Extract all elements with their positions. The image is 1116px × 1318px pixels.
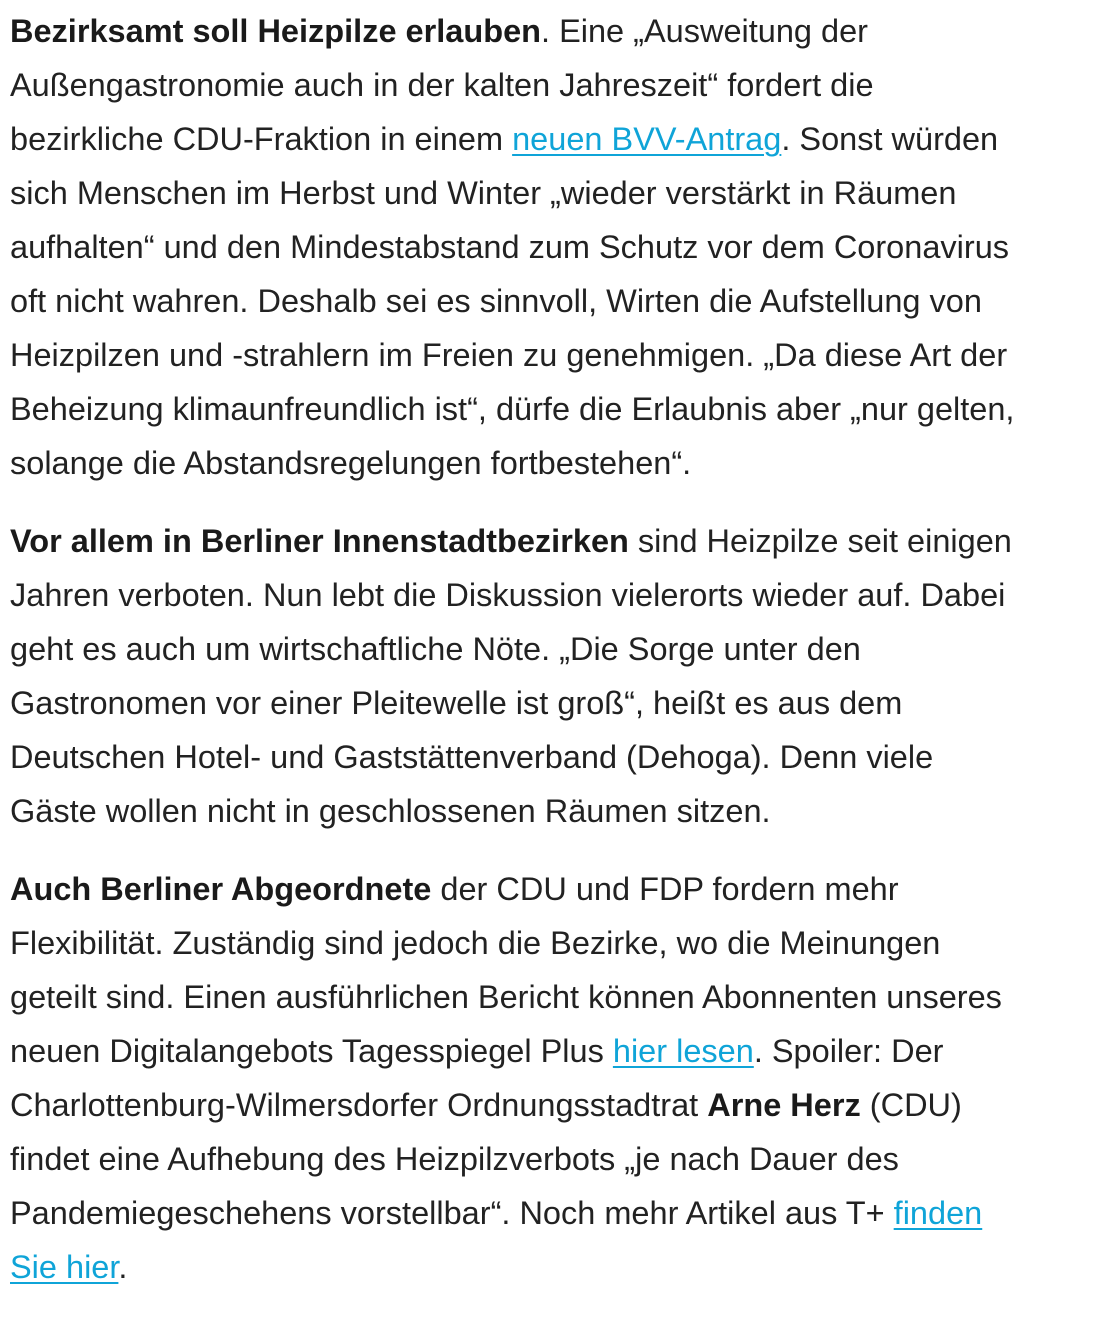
body-text: bezirkliche CDU-Fraktion in einem bbox=[10, 121, 513, 157]
body-text: sind Heizpilze seit einigen bbox=[628, 523, 1012, 559]
bold-lead-text: Vor allem in Berliner Innenstadtbezirken bbox=[10, 523, 629, 559]
body-text: der CDU und FDP fordern mehr bbox=[431, 871, 899, 907]
text-line bbox=[10, 676, 1116, 730]
body-text: . Eine „Ausweitung der bbox=[541, 13, 868, 49]
body-text: findet eine Aufhebung des Heizpilzverbots „je nach Dauer des bbox=[10, 1141, 899, 1177]
body-text: . Sonst würden bbox=[781, 121, 999, 157]
text-line bbox=[10, 730, 1116, 784]
text-line bbox=[10, 112, 1116, 166]
body-text: Charlottenburg-Wilmersdorfer Ordnungsstadtrat bbox=[10, 1087, 708, 1123]
text-line bbox=[10, 220, 1116, 274]
body-text: Jahren verboten. Nun lebt die Diskussion vielerorts wieder auf. Dabei bbox=[10, 577, 1006, 613]
text-line bbox=[10, 436, 1116, 490]
body-text: Deutschen Hotel- und Gaststättenverband (Dehoga). Denn viele bbox=[10, 739, 934, 775]
body-text: . bbox=[118, 1249, 128, 1285]
text-line bbox=[10, 328, 1116, 382]
body-text: Flexibilität. Zuständig sind jedoch die Bezirke, wo die Meinungen bbox=[10, 925, 941, 961]
article-paragraph bbox=[10, 4, 1116, 490]
body-text: Gastronomen vor einer Pleitewelle ist groß“, heißt es aus dem bbox=[10, 685, 903, 721]
body-text: Gäste wollen nicht in geschlossenen Räumen sitzen. bbox=[10, 793, 771, 829]
body-text: Heizpilzen und -strahlern im Freien zu genehmigen. „Da diese Art der bbox=[10, 337, 1008, 373]
article-paragraph bbox=[10, 862, 1116, 1294]
text-line bbox=[10, 568, 1116, 622]
body-text: geteilt sind. Einen ausführlichen Bericht können Abonnenten unseres bbox=[10, 979, 1002, 1015]
inline-link[interactable]: neuen BVV-Antrag bbox=[512, 121, 782, 157]
body-text: (CDU) bbox=[860, 1087, 962, 1123]
text-line bbox=[10, 1078, 1116, 1132]
inline-link[interactable]: Sie hier bbox=[10, 1249, 119, 1285]
bold-lead-text: Auch Berliner Abgeordnete bbox=[10, 871, 432, 907]
bold-lead-text: Arne Herz bbox=[707, 1087, 861, 1123]
inline-link[interactable]: finden bbox=[893, 1195, 983, 1231]
text-line bbox=[10, 1024, 1116, 1078]
text-line bbox=[10, 166, 1116, 220]
body-text: aufhalten“ und den Mindestabstand zum Schutz vor dem Coronavirus bbox=[10, 229, 1010, 265]
body-text: Beheizung klimaunfreundlich ist“, dürfe die Erlaubnis aber „nur gelten, bbox=[10, 391, 1015, 427]
text-line bbox=[10, 514, 1116, 568]
body-text: Außengastronomie auch in der kalten Jahreszeit“ fordert die bbox=[10, 67, 874, 103]
body-text: oft nicht wahren. Deshalb sei es sinnvoll, Wirten die Aufstellung von bbox=[10, 283, 982, 319]
article-body bbox=[10, 4, 1116, 1318]
bold-lead-text: Bezirksamt soll Heizpilze erlauben bbox=[10, 13, 542, 49]
text-line bbox=[10, 58, 1116, 112]
text-line bbox=[10, 862, 1116, 916]
text-line bbox=[10, 274, 1116, 328]
body-text: . Spoiler: Der bbox=[753, 1033, 944, 1069]
body-text: geht es auch um wirtschaftliche Nöte. „Die Sorge unter den bbox=[10, 631, 861, 667]
text-line bbox=[10, 1132, 1116, 1186]
text-line bbox=[10, 784, 1116, 838]
article-paragraph bbox=[10, 514, 1116, 838]
body-text: neuen Digitalangebots Tagesspiegel Plus bbox=[10, 1033, 613, 1069]
text-line bbox=[10, 382, 1116, 436]
text-line bbox=[10, 4, 1116, 58]
text-line bbox=[10, 916, 1116, 970]
body-text: sich Menschen im Herbst und Winter „wieder verstärkt in Räumen bbox=[10, 175, 957, 211]
text-line bbox=[10, 1240, 1116, 1294]
inline-link[interactable]: hier lesen bbox=[612, 1033, 754, 1069]
body-text: Pandemiegeschehens vorstellbar“. Noch mehr Artikel aus T+ bbox=[10, 1195, 894, 1231]
text-line bbox=[10, 622, 1116, 676]
body-text: solange die Abstandsregelungen fortbestehen“. bbox=[10, 445, 692, 481]
text-line bbox=[10, 1186, 1116, 1240]
text-line bbox=[10, 970, 1116, 1024]
